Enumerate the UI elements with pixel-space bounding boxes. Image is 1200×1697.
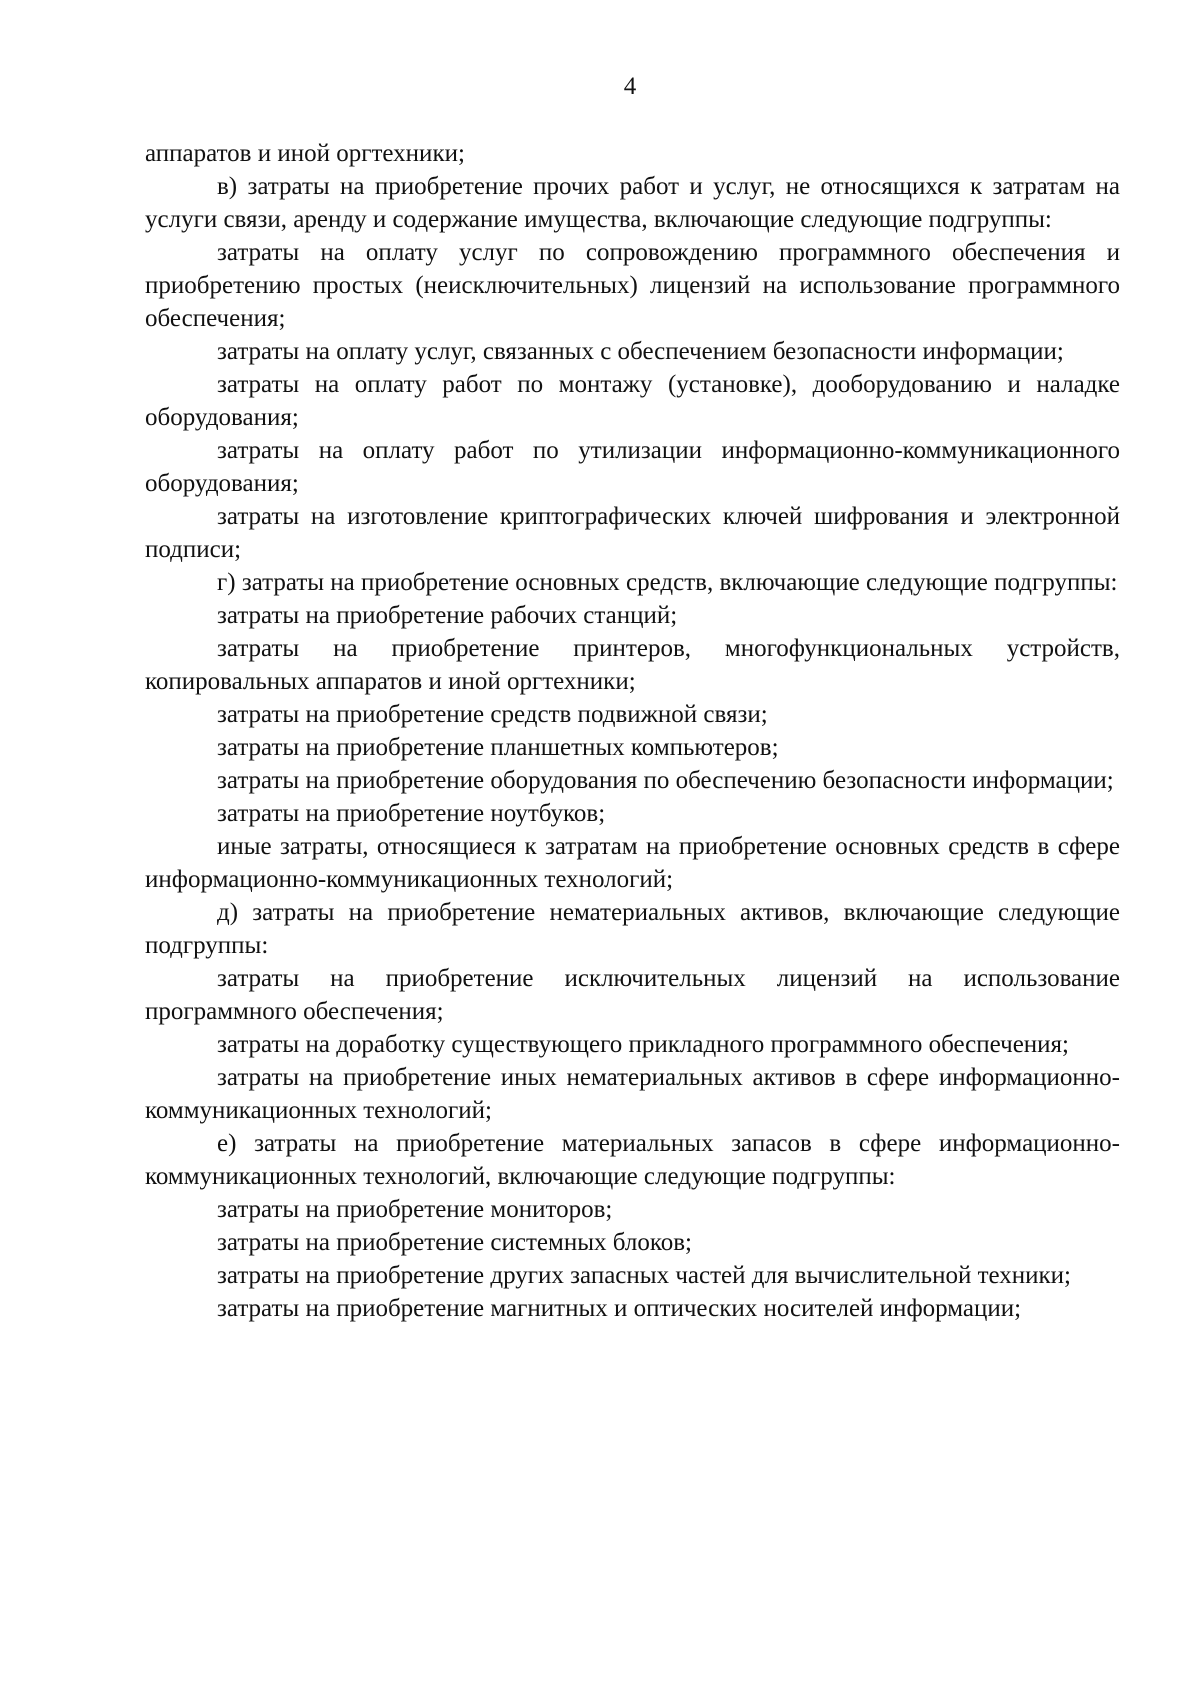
paragraph-2: в) затраты на приобретение прочих работ и услуг, не относящихся к затратам на услуги связи, аренду и содержание имущества, включающие следующие подгруппы: [145,173,1120,233]
paragraph-17: затраты на приобретение исключительных лицензий на использование программного обеспечения; [145,965,1120,1025]
paragraph-1: аппаратов и иной оргтехники; [145,140,465,167]
paragraph-13: затраты на приобретение оборудования по обеспечению безопасности информации; [217,767,1114,794]
paragraph-23: затраты на приобретение других запасных частей для вычислительной техники; [217,1262,1072,1289]
document-body [145,137,1120,1325]
paragraph-20: е) затраты на приобретение материальных запасов в сфере информационно-коммуникационных технологий, включающие следующие подгруппы: [145,1130,1120,1190]
paragraph-14: затраты на приобретение ноутбуков; [217,800,606,827]
paragraph-21: затраты на приобретение мониторов; [217,1196,613,1223]
paragraph-10: затраты на приобретение принтеров, многофункциональных устройств, копировальных аппаратов и иной оргтехники; [145,635,1120,695]
paragraph-5: затраты на оплату работ по монтажу (установке), дооборудованию и наладке оборудования; [145,371,1120,431]
paragraph-9: затраты на приобретение рабочих станций; [217,602,678,629]
paragraph-22: затраты на приобретение системных блоков; [217,1229,692,1256]
paragraph-7: затраты на изготовление криптографических ключей шифрования и электронной подписи; [145,503,1120,563]
paragraph-8: г) затраты на приобретение основных средств, включающие следующие подгруппы: [217,569,1118,596]
paragraph-19: затраты на приобретение иных нематериальных активов в сфере информационно-коммуникационных технологий; [145,1064,1120,1124]
paragraph-3: затраты на оплату услуг по сопровождению программного обеспечения и приобретению простых (неисключительных) лицензий на использование программного обеспечения; [145,239,1120,332]
paragraph-12: затраты на приобретение планшетных компьютеров; [217,734,779,761]
paragraph-18: затраты на доработку существующего прикладного программного обеспечения; [217,1031,1070,1058]
paragraph-16: д) затраты на приобретение нематериальных активов, включающие следующие подгруппы: [145,899,1120,959]
page-number: 4 [623,73,637,100]
paragraph-11: затраты на приобретение средств подвижной связи; [217,701,768,728]
paragraph-4: затраты на оплату услуг, связанных с обеспечением безопасности информации; [217,338,1064,365]
paragraph-15: иные затраты, относящиеся к затратам на приобретение основных средств в сфере информационно-коммуникационных технологий; [145,833,1120,893]
paragraph-24: затраты на приобретение магнитных и оптических носителей информации; [217,1295,1022,1322]
paragraph-6: затраты на оплату работ по утилизации информационно-коммуникационного оборудования; [145,437,1120,497]
